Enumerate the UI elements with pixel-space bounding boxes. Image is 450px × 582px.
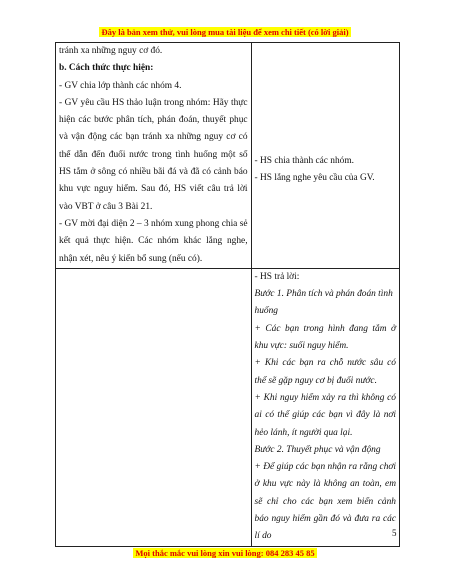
answer-step-2: Bước 2. Thuyết phục và vận động (254, 444, 381, 455)
table-row (56, 43, 400, 269)
answer-lead: - HS trả lời: (254, 271, 300, 282)
preview-banner-text: Đây là bản xem thử, vui lòng mua tài liệu để xem chi tiết (có lời giải) (101, 27, 349, 37)
lesson-table (55, 42, 400, 547)
answer-point-4: + Để giúp các bạn nhận ra rằng chơi ở khu vực này là không an toàn, em sẽ chỉ cho các bạn xem biển cảnh báo nguy hiểm gần đó và đưa ra các lí do (254, 462, 396, 542)
teacher-step-1: - GV chia lớp thành các nhóm 4. (59, 80, 182, 91)
answer-point-2: + Khi các bạn ra chỗ nước sâu có thể sẽ gặp nguy cơ bị đuối nước. (254, 358, 396, 386)
answer-step-1: Bước 1. Phân tích và phán đoán tình huống (254, 289, 393, 317)
page-number: 5 (392, 528, 397, 538)
contact-banner (0, 543, 450, 561)
continued-line: tránh xa những nguy cơ đó. (59, 46, 163, 56)
answer-point-3: + Khi nguy hiểm xảy ra thì không có ai có thể giúp các bạn vì đây là nơi hẻo lánh, ít người qua lại. (254, 392, 396, 438)
teacher-step-3: - GV mời đại diện 2 – 3 nhóm xung phong chia sẻ kết quả thực hiện. Các nhóm khác lắng nghe, nhận xét, nêu ý kiến bổ sung (nếu có). (59, 218, 248, 264)
student-answer-cell (251, 268, 399, 546)
empty-cell (56, 268, 252, 546)
teacher-activity-cell (56, 43, 252, 269)
table-row (56, 268, 400, 546)
student-response-1: - HS chia thành các nhóm. (254, 156, 354, 166)
contact-banner-text: Mọi thắc mắc vui lòng xin vui lòng: 084 283 45 85 (135, 548, 315, 558)
student-activity-cell (251, 43, 399, 269)
preview-banner (0, 22, 450, 38)
section-heading: b. Cách thức thực hiện: (59, 63, 154, 74)
student-response-2: - HS lắng nghe yêu cầu của GV. (254, 173, 375, 184)
teacher-step-2: - GV yêu cầu HS thảo luận trong nhóm: Hãy thực hiện các bước phân tích, phán đoán, thuyết phục và vận động các bạn tránh xa những nguy cơ có thể dẫn đến đuối nước trong tình huống một số HS tắm ở sông có nhiều bãi đá và đã có cảnh báo khu vực nguy hiểm. Sau đó, HS viết câu trả lời vào VBT ở câu 3 Bài 21. (59, 97, 248, 212)
answer-point-1: + Các bạn trong hình đang tắm ở khu vực: suối nguy hiểm. (254, 323, 396, 352)
